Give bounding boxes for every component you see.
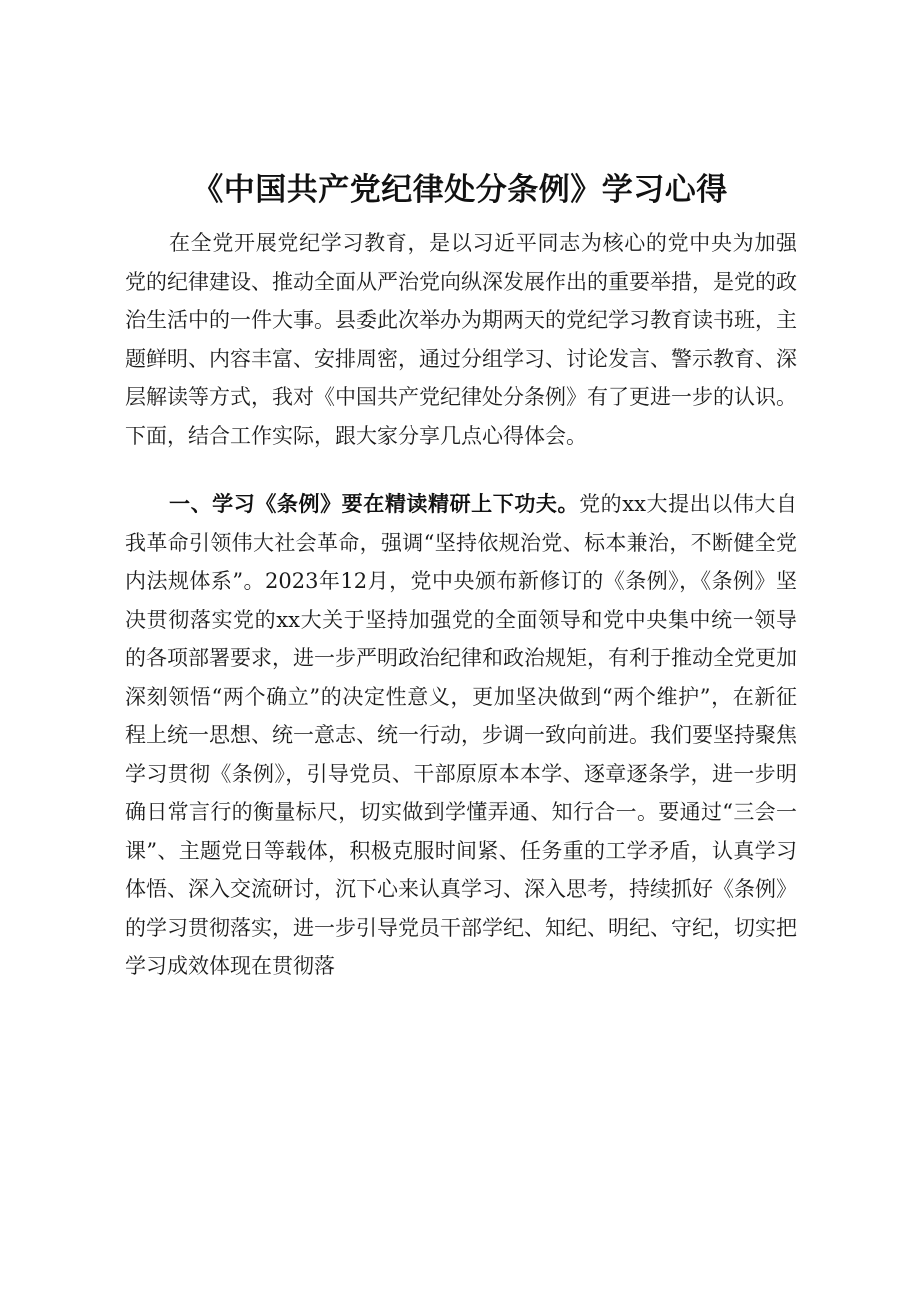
paragraph-section-1: [125, 485, 797, 986]
section-1-heading: 一、学习《条例》要在精读精研上下功夫。: [169, 492, 580, 516]
document-title: 《中国共产党纪律处分条例》学习心得: [192, 172, 728, 208]
paragraph-intro: 在全党开展党纪学习教育，是以习近平同志为核心的党中央为加强党的纪律建设、推动全面从严治党向纵深发展作出的重要举措，是党的政治生活中的一件大事。县委此次举办为期两天的党纪学习教育读书班，主题鲜明、内容丰富、安排周密，通过分组学习、讨论发言、警示教育、深层解读等方式，我对《中国共产党纪律处分条例》有了更进一步的认识。下面，结合工作实际，跟大家分享几点心得体会。: [125, 231, 797, 448]
section-1-body: 党的xx大提出以伟大自我革命引领伟大社会革命，强调“坚持依规治党、标本兼治，不断健全党内法规体系”。2023年12月，党中央颁布新修订的《条例》，《条例》坚决贯彻落实党的xx大关于坚持加强党的全面领导和党中央集中统一领导的各项部署要求，进一步严明政治纪律和政治规矩，有利于推动全党更加深刻领悟“两个确立”的决定性意义，更加坚决做到“两个维护”，在新征程上统一思想、统一意志、统一行动，步调一致向前进。我们要坚持聚焦学习贯彻《条例》，引导党员、干部原原本本学、逐章逐条学，进一步明确日常言行的衡量标尺，切实做到学懂弄通、知行合一。要通过“三会一课”、主题党日等载体，积极克服时间紧、任务重的工学矛盾，认真学习体悟、深入交流研讨，沉下心来认真学习、深入思考，持续抓好《条例》的学习贯彻落实，进一步引导党员干部学纪、知纪、明纪、守纪，切实把学习成效体现在贯彻落: [125, 492, 798, 978]
